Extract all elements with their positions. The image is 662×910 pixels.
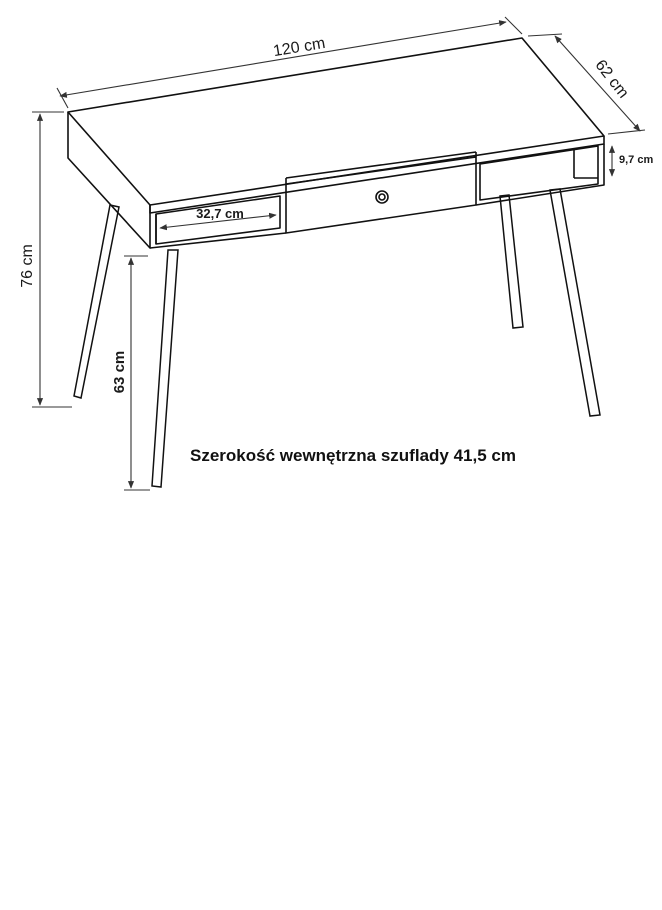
width-extension-right — [505, 17, 522, 34]
width-label: 120 cm — [271, 34, 327, 61]
depth-dimension-line — [555, 36, 640, 131]
drawer-top-gap — [286, 152, 476, 178]
drawer-inner-width-caption: Szerokość wewnętrzna szuflady 41,5 cm — [190, 446, 516, 465]
depth-label: 62 cm — [591, 56, 632, 102]
shelf-height-label: 9,7 cm — [619, 154, 654, 166]
width-extension-left — [57, 88, 68, 108]
dimension-lines — [19, 17, 653, 490]
drawer-knob-inner — [379, 194, 385, 200]
leg-front-right — [550, 189, 600, 416]
drawer-knob — [376, 191, 388, 203]
width-dimension-line — [60, 22, 506, 96]
depth-extension-top — [528, 34, 562, 36]
leg-front-left — [152, 250, 178, 487]
leg-back-right — [500, 195, 523, 328]
leg-height-label: 63 cm — [111, 350, 128, 394]
desk-legs — [74, 189, 600, 487]
desk-left-side — [68, 112, 150, 248]
desk-top-surface — [68, 38, 604, 205]
desk-body — [68, 38, 604, 248]
height-label: 76 cm — [19, 244, 36, 288]
shelf-width-label: 32,7 cm — [196, 206, 244, 221]
